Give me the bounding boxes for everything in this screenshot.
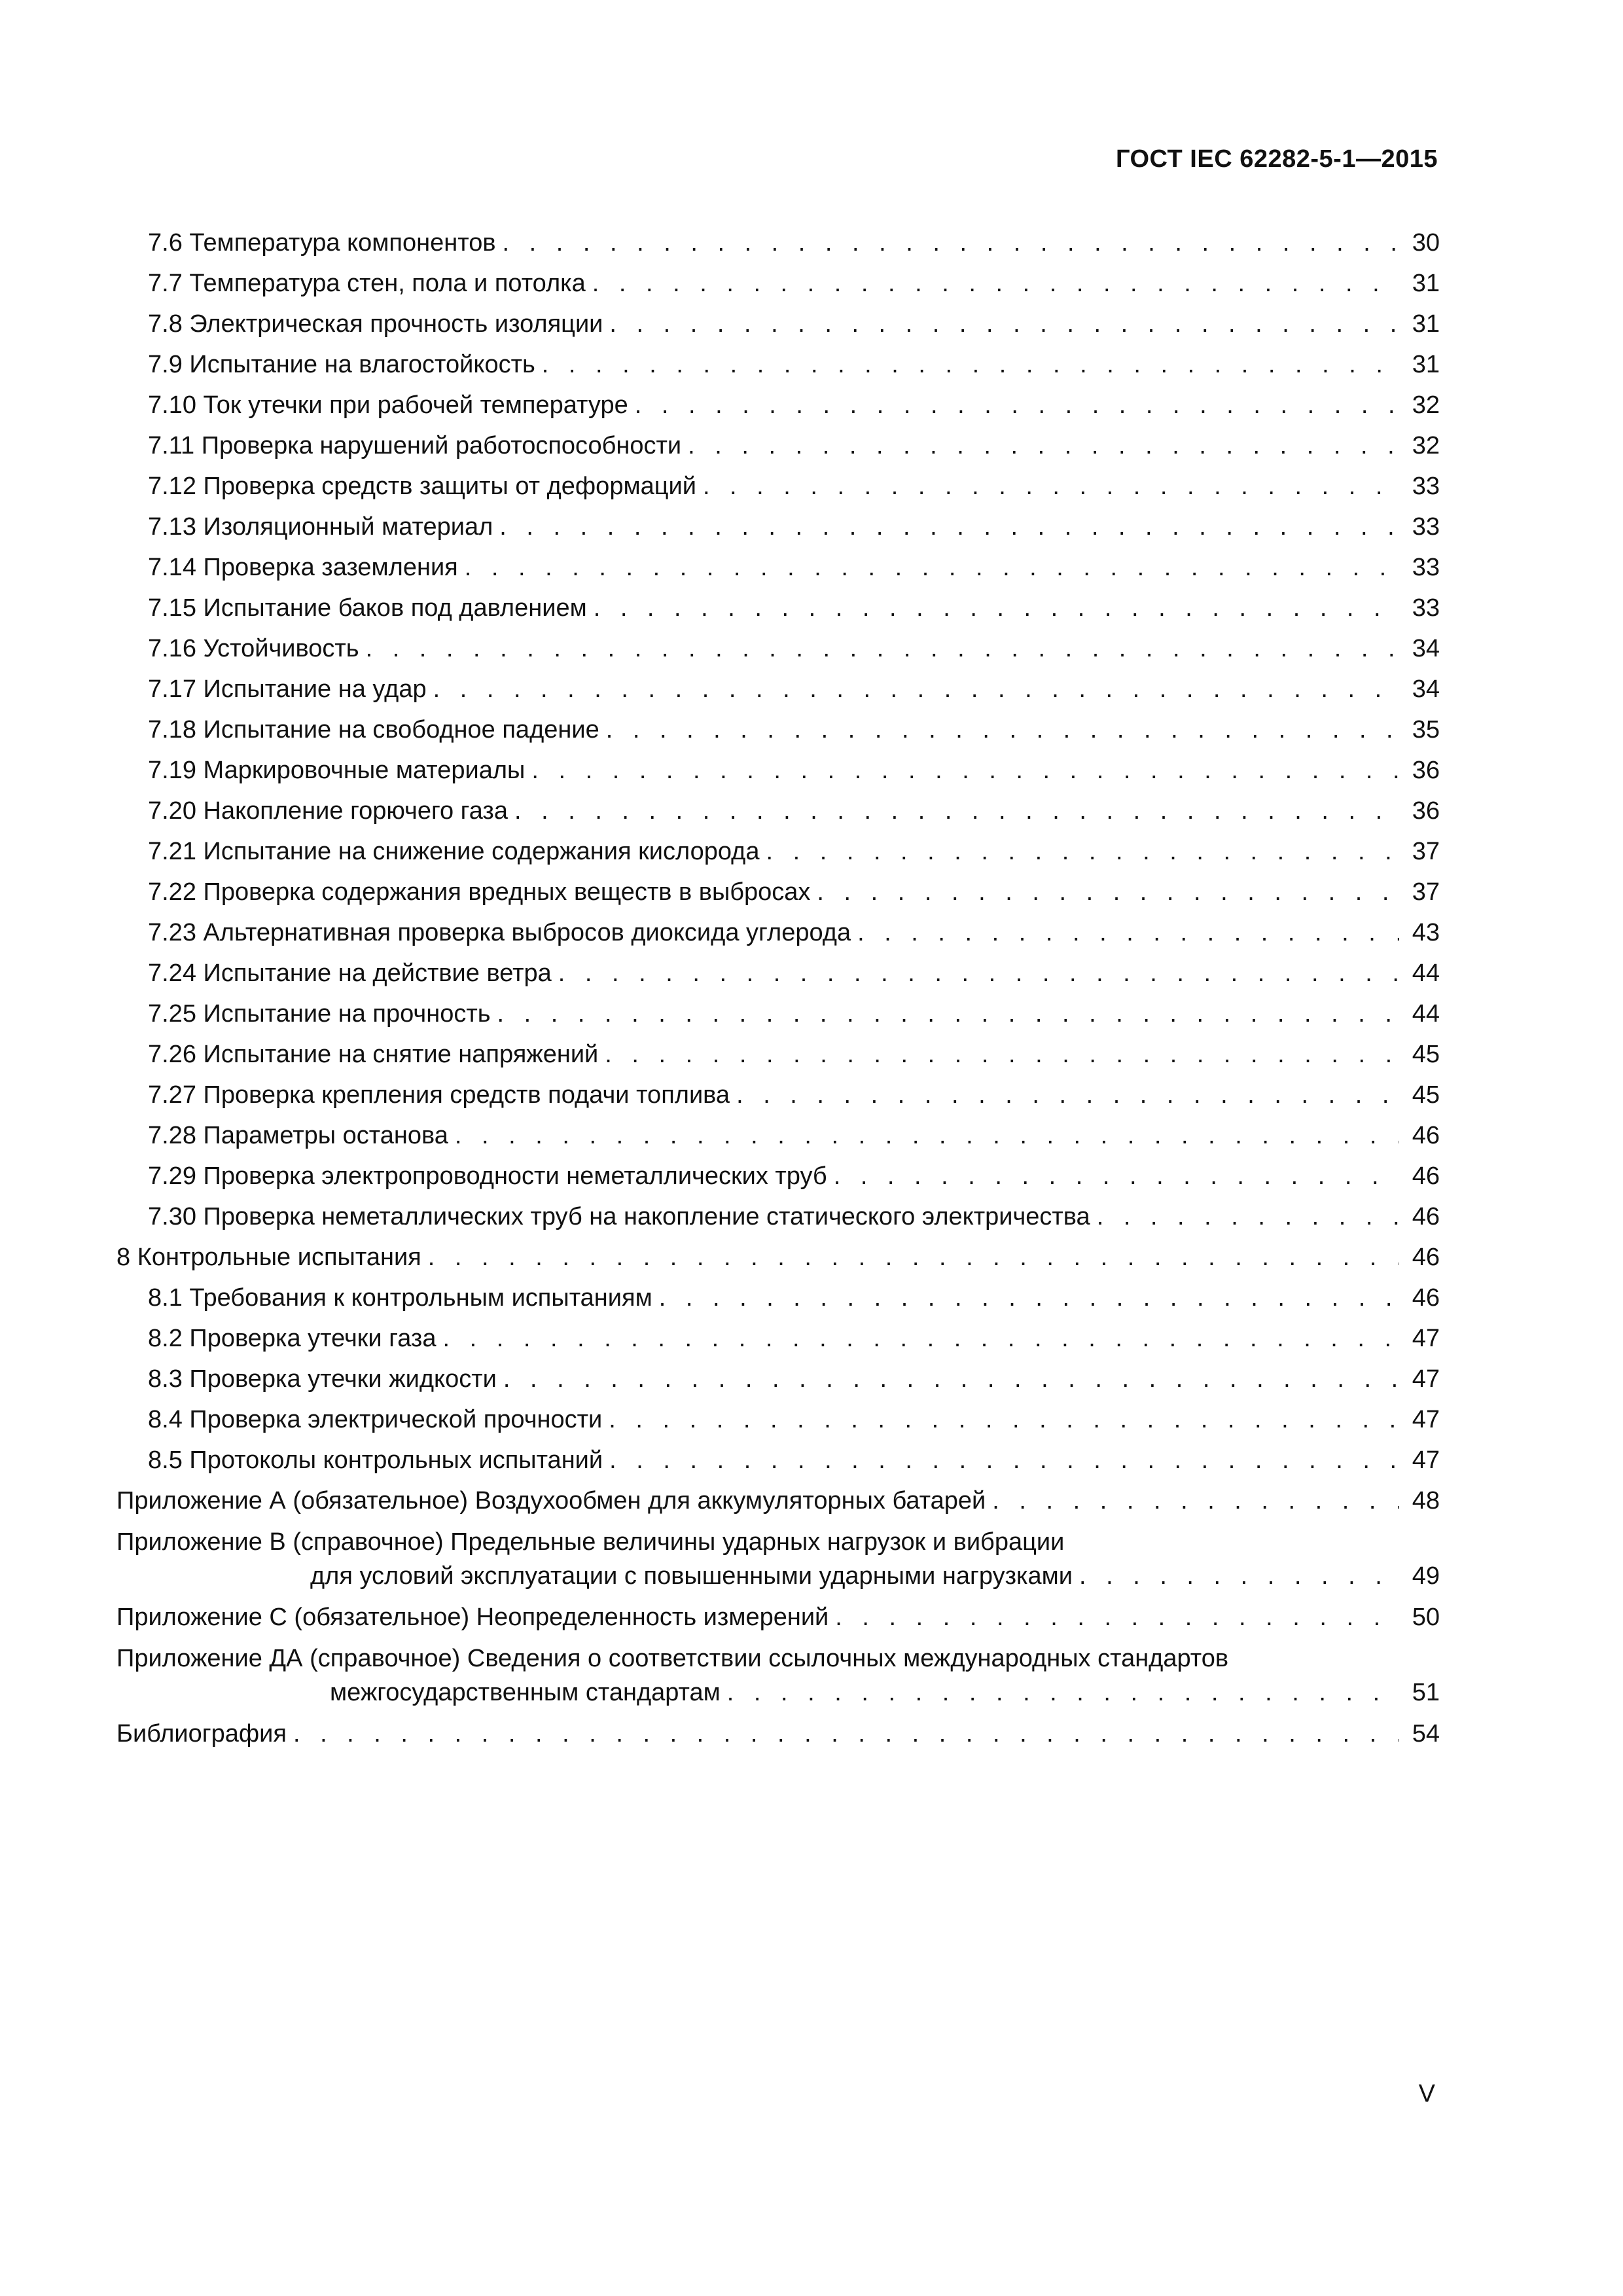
toc-entry-page: 37 — [1412, 838, 1440, 865]
toc-entry-page: 46 — [1412, 1284, 1440, 1312]
dot-leader — [503, 223, 1399, 263]
toc-entry[interactable] — [116, 1237, 1440, 1278]
toc-entry-title: 7.18 Испытание на свободное падение — [148, 716, 599, 744]
dot-leader — [443, 1318, 1400, 1359]
dot-leader — [1097, 1196, 1399, 1237]
toc-entry-title: 7.25 Испытание на прочность — [148, 1000, 491, 1028]
dot-leader — [992, 1480, 1399, 1521]
toc-entry-page: 51 — [1412, 1679, 1440, 1706]
toc-entry-second-line — [116, 1676, 1440, 1710]
toc-entry[interactable] — [116, 953, 1440, 994]
toc-entry-page: 34 — [1412, 675, 1440, 703]
toc-entry-page: 31 — [1412, 351, 1440, 378]
toc-entry-page: 31 — [1412, 270, 1440, 297]
toc-entry-page: 32 — [1412, 391, 1440, 419]
toc-entry-page: 35 — [1412, 716, 1440, 744]
toc-entry[interactable] — [116, 750, 1440, 791]
toc-entry-title-line2: для условий эксплуатации с повышенными ударными нагрузками — [310, 1562, 1073, 1590]
toc-entry[interactable] — [116, 1318, 1440, 1359]
toc-entry-annex-da[interactable] — [116, 1641, 1440, 1710]
toc-entry-title: Приложение А (обязательное) Воздухообмен для аккумуляторных батарей — [116, 1487, 986, 1515]
toc-entry-page: 54 — [1412, 1720, 1440, 1748]
toc-entry-title: 7.13 Изоляционный материал — [148, 513, 493, 541]
toc-entry[interactable] — [116, 1075, 1440, 1115]
dot-leader — [455, 1115, 1399, 1156]
toc-entry-title: 8.3 Проверка утечки жидкости — [148, 1365, 497, 1393]
document-code-header: ГОСТ IEC 62282-5-1—2015 — [1115, 145, 1438, 173]
toc-entry-title: 8.2 Проверка утечки газа — [148, 1325, 437, 1352]
toc-entry-title: 7.16 Устойчивость — [148, 635, 359, 662]
toc-entry-title: 7.22 Проверка содержания вредных веществ в выбросах — [148, 878, 811, 906]
toc-entry-title: 8.5 Протоколы контрольных испытаний — [148, 1446, 603, 1474]
toc-entry-title: 7.8 Электрическая прочность изоляции — [148, 310, 603, 338]
toc-entry[interactable] — [116, 1713, 1440, 1754]
dot-leader — [592, 263, 1399, 304]
toc-entry-page: 47 — [1412, 1325, 1440, 1352]
dot-leader — [465, 547, 1399, 588]
toc-entry[interactable] — [116, 304, 1440, 344]
toc-entry-title: 7.7 Температура стен, пола и потолка — [148, 270, 586, 297]
toc-entry-page: 46 — [1412, 1244, 1440, 1271]
toc-entry[interactable] — [116, 1399, 1440, 1440]
toc-entry-page: 43 — [1412, 919, 1440, 946]
toc-entry-title: 7.20 Накопление горючего газа — [148, 797, 508, 825]
dot-leader — [1079, 1559, 1399, 1593]
toc-entry[interactable] — [116, 1196, 1440, 1237]
toc-entry-title: 7.26 Испытание на снятие напряжений — [148, 1041, 599, 1068]
toc-entry-page: 44 — [1412, 1000, 1440, 1028]
toc-entry-title: 7.11 Проверка нарушений работоспособности — [148, 432, 682, 459]
table-of-contents — [116, 223, 1440, 1754]
dot-leader — [499, 507, 1399, 547]
toc-entry-page: 47 — [1412, 1365, 1440, 1393]
dot-leader — [703, 466, 1399, 507]
toc-entry[interactable] — [116, 223, 1440, 263]
toc-entry[interactable] — [116, 263, 1440, 304]
dot-leader — [688, 425, 1399, 466]
toc-entry-page: 34 — [1412, 635, 1440, 662]
dot-leader — [531, 750, 1399, 791]
dot-leader — [659, 1278, 1399, 1318]
toc-entry-page: 37 — [1412, 878, 1440, 906]
toc-entry[interactable] — [116, 1480, 1440, 1521]
dot-leader — [609, 1440, 1399, 1480]
toc-entry[interactable] — [116, 872, 1440, 912]
toc-entry-title: 7.9 Испытание на влагостойкость — [148, 351, 535, 378]
toc-entry-title: 7.27 Проверка крепления средств подачи топлива — [148, 1081, 730, 1109]
toc-entry-title: 7.23 Альтернативная проверка выбросов диоксида углерода — [148, 919, 851, 946]
toc-entry-page: 33 — [1412, 554, 1440, 581]
toc-entry-page: 45 — [1412, 1041, 1440, 1068]
dot-leader — [857, 912, 1399, 953]
toc-entry-page: 33 — [1412, 513, 1440, 541]
toc-entry-page: 36 — [1412, 757, 1440, 784]
toc-entry-title: 7.21 Испытание на снижение содержания кислорода — [148, 838, 760, 865]
toc-entry-page: 46 — [1412, 1162, 1440, 1190]
toc-entry-title: 7.29 Проверка электропроводности неметаллических труб — [148, 1162, 827, 1190]
dot-leader — [727, 1676, 1399, 1710]
toc-entry[interactable] — [116, 1034, 1440, 1075]
toc-entry-title: 7.24 Испытание на действие ветра — [148, 960, 552, 987]
toc-entry[interactable] — [116, 831, 1440, 872]
toc-entry-annex-b[interactable] — [116, 1525, 1440, 1593]
toc-entry-page: 33 — [1412, 594, 1440, 622]
toc-entry-page: 47 — [1412, 1406, 1440, 1433]
toc-entry-page: 45 — [1412, 1081, 1440, 1109]
dot-leader — [366, 628, 1399, 669]
dot-leader — [609, 304, 1399, 344]
toc-entry-page: 50 — [1412, 1604, 1440, 1631]
toc-entry[interactable] — [116, 385, 1440, 425]
toc-entry-title: 8.4 Проверка электрической прочности — [148, 1406, 603, 1433]
toc-entry[interactable] — [116, 1359, 1440, 1399]
toc-entry[interactable] — [116, 791, 1440, 831]
toc-entry[interactable] — [116, 709, 1440, 750]
toc-entry[interactable] — [116, 669, 1440, 709]
toc-entry-page: 36 — [1412, 797, 1440, 825]
dot-leader — [293, 1713, 1399, 1754]
toc-entry[interactable] — [116, 1597, 1440, 1638]
toc-entry-page: 47 — [1412, 1446, 1440, 1474]
toc-entry[interactable] — [116, 344, 1440, 385]
toc-entry-title: 7.12 Проверка средств защиты от деформаций — [148, 473, 696, 500]
toc-entry-page: 31 — [1412, 310, 1440, 338]
page-number: V — [1418, 2080, 1435, 2108]
toc-entry[interactable] — [116, 588, 1440, 628]
toc-entry-page: 30 — [1412, 229, 1440, 257]
toc-entry-title: 7.19 Маркировочные материалы — [148, 757, 526, 784]
toc-entry-title: 8.1 Требования к контрольным испытаниям — [148, 1284, 652, 1312]
dot-leader — [606, 709, 1399, 750]
toc-entry[interactable] — [116, 628, 1440, 669]
toc-entry-page: 49 — [1412, 1562, 1440, 1590]
dot-leader — [542, 344, 1399, 385]
toc-entry[interactable] — [116, 507, 1440, 547]
toc-entry[interactable] — [116, 1278, 1440, 1318]
dot-leader — [605, 1034, 1399, 1075]
dot-leader — [609, 1399, 1399, 1440]
toc-entry-page: 32 — [1412, 432, 1440, 459]
toc-entry-page: 33 — [1412, 473, 1440, 500]
toc-entry[interactable] — [116, 425, 1440, 466]
toc-entry-page: 44 — [1412, 960, 1440, 987]
toc-entry-title: 7.15 Испытание баков под давлением — [148, 594, 587, 622]
toc-entry-second-line — [116, 1559, 1440, 1593]
toc-entry-title: 7.14 Проверка заземления — [148, 554, 458, 581]
toc-entry-title-line1: Приложение ДА (справочное) Сведения о соответствии ссылочных международных стандартов — [116, 1645, 1229, 1672]
toc-entry-page: 48 — [1412, 1487, 1440, 1515]
dot-leader — [635, 385, 1399, 425]
toc-entry-title: 7.6 Температура компонентов — [148, 229, 496, 257]
dot-leader — [766, 831, 1399, 872]
toc-entry-page: 46 — [1412, 1203, 1440, 1230]
dot-leader — [558, 953, 1399, 994]
toc-entry-title: 7.28 Параметры останова — [148, 1122, 448, 1149]
toc-entry-title: 7.30 Проверка неметаллических труб на накопление статического электричества — [148, 1203, 1090, 1230]
dot-leader — [594, 588, 1399, 628]
dot-leader — [497, 994, 1399, 1034]
toc-entry[interactable] — [116, 466, 1440, 507]
dot-leader — [834, 1156, 1399, 1196]
toc-entry[interactable] — [116, 912, 1440, 953]
toc-entry-title: 7.10 Ток утечки при рабочей температуре — [148, 391, 628, 419]
dot-leader — [428, 1237, 1399, 1278]
toc-entry-title: 7.17 Испытание на удар — [148, 675, 427, 703]
dot-leader — [503, 1359, 1399, 1399]
toc-entry-title: Библиография — [116, 1720, 287, 1748]
toc-entry-page: 46 — [1412, 1122, 1440, 1149]
dot-leader — [835, 1597, 1399, 1638]
toc-entry-title: Приложение С (обязательное) Неопределенность измерений — [116, 1604, 829, 1631]
toc-entry[interactable] — [116, 1156, 1440, 1196]
dot-leader — [736, 1075, 1399, 1115]
toc-entry-title-line1: Приложение В (справочное) Предельные величины ударных нагрузок и вибрации — [116, 1528, 1065, 1556]
toc-entry[interactable] — [116, 1115, 1440, 1156]
toc-entry-title-line2: межгосударственным стандартам — [330, 1679, 721, 1706]
dot-leader — [817, 872, 1399, 912]
dot-leader — [433, 669, 1399, 709]
toc-entry[interactable] — [116, 1440, 1440, 1480]
dot-leader — [514, 791, 1399, 831]
toc-entry[interactable] — [116, 994, 1440, 1034]
toc-entry-title: 8 Контрольные испытания — [116, 1244, 421, 1271]
toc-entry[interactable] — [116, 547, 1440, 588]
